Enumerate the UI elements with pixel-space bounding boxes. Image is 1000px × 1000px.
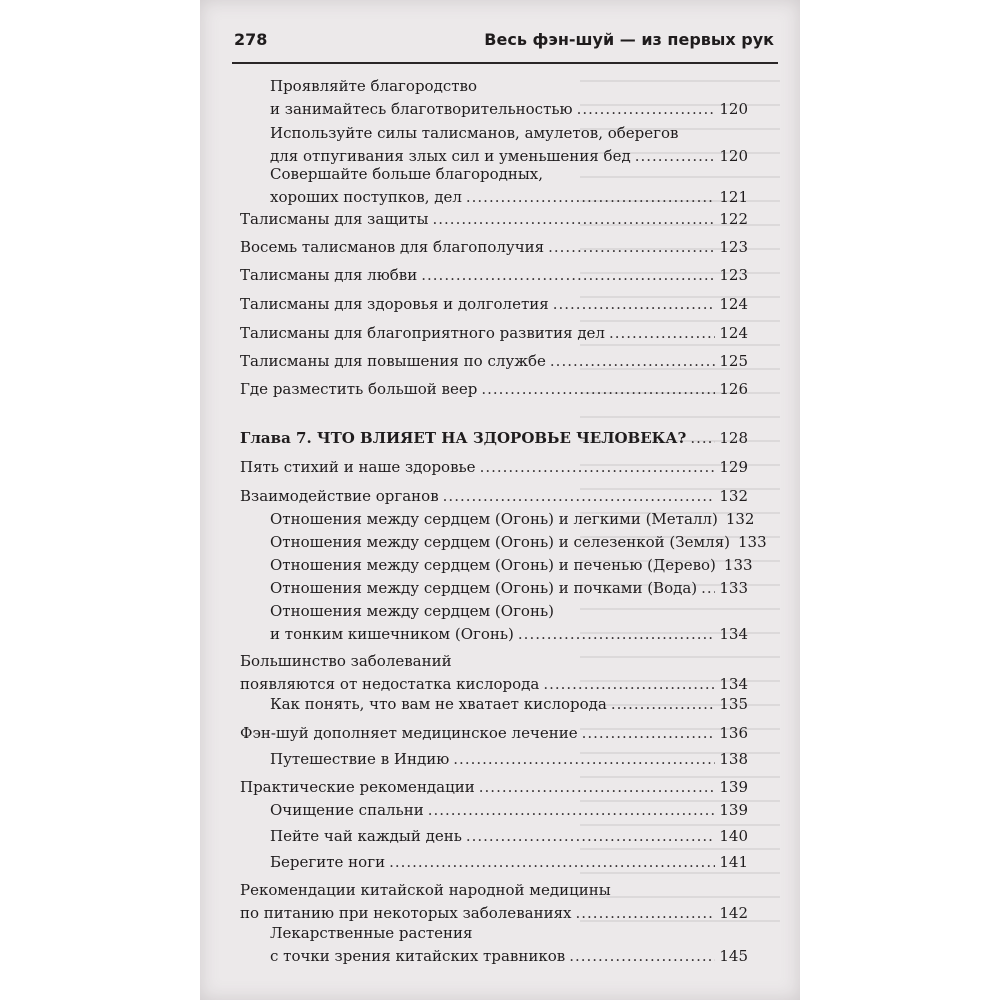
- leader-dots: [690, 427, 715, 450]
- toc-entry-label: Отношения между сердцем (Огонь) и печенью (Дерево): [270, 556, 716, 574]
- toc-entry-label: Пейте чай каждый день: [270, 827, 462, 845]
- toc-entry-label: и тонким кишечником (Огонь): [270, 625, 514, 643]
- toc-entry: [270, 922, 748, 968]
- header-rule: [232, 62, 778, 64]
- leader-dots: [548, 236, 715, 259]
- toc-entry-page: 139: [719, 801, 748, 819]
- toc-entry-page: 145: [719, 947, 748, 965]
- toc-entry-label: Взаимодействие органов: [240, 487, 439, 505]
- toc-entry-label: Талисманы для защиты: [240, 210, 429, 228]
- toc-entry-page: 135: [719, 695, 748, 713]
- toc-entry-line: Используйте силы талисманов, амулетов, оберегов: [270, 124, 679, 142]
- toc-entry-label: появляются от недостатка кислорода: [240, 675, 540, 693]
- toc-entry-page: 120: [719, 147, 748, 165]
- toc-entry: [240, 264, 748, 287]
- leader-dots: [443, 485, 716, 508]
- toc-entry: [240, 776, 748, 799]
- toc-entry-label: Отношения между сердцем (Огонь) и легкими (Металл): [270, 510, 718, 528]
- toc-entry: [240, 350, 748, 373]
- leader-dots: [518, 623, 715, 646]
- toc-entry-page: 123: [719, 266, 748, 284]
- leader-dots: [428, 799, 716, 822]
- toc-entry: [240, 322, 748, 345]
- leader-dots: [421, 264, 715, 287]
- toc-entry-line: Большинство заболеваний: [240, 652, 452, 670]
- leader-dots: [550, 350, 715, 373]
- toc-entry-page: 134: [719, 675, 748, 693]
- leader-dots: [481, 378, 715, 401]
- toc-entry: [240, 293, 748, 316]
- toc-entry-label: хороших поступков, дел: [270, 188, 462, 206]
- toc-entry-page: 133: [738, 533, 767, 551]
- toc-entry-line: Лекарственные растения: [270, 924, 473, 942]
- leader-dots: [577, 98, 716, 121]
- toc-entry: [240, 456, 748, 479]
- toc-entry: [240, 650, 748, 696]
- page-number: 278: [234, 30, 268, 49]
- toc-entry-page: 126: [719, 380, 748, 398]
- toc-entry: [270, 508, 755, 531]
- toc-entry-label: Где разместить большой веер: [240, 380, 478, 398]
- leader-dots: [569, 945, 715, 968]
- toc-entry-label: Отношения между сердцем (Огонь) и селезенкой (Земля): [270, 533, 731, 551]
- toc-entry-label: Талисманы для благоприятного развития дел: [240, 324, 605, 342]
- toc-entry: [270, 531, 767, 554]
- toc-entry: [240, 722, 748, 745]
- toc-entry-label: Очищение спальни: [270, 801, 424, 819]
- leader-dots: [433, 208, 716, 231]
- book-page: [200, 0, 800, 1000]
- leader-dots: [389, 851, 715, 874]
- toc-entry-label: Талисманы для здоровья и долголетия: [240, 295, 549, 313]
- toc-entry-label: Отношения между сердцем (Огонь) и почками (Вода): [270, 579, 698, 597]
- toc-entry: [270, 600, 748, 646]
- toc-entry: [270, 577, 748, 600]
- toc-entry-page: 139: [719, 778, 748, 796]
- leader-dots: [701, 577, 715, 600]
- leader-dots: [466, 186, 715, 209]
- toc-entry-page: 132: [725, 510, 755, 528]
- toc-entry-label: Пять стихий и наше здоровье: [240, 458, 476, 476]
- leader-dots: [553, 293, 716, 316]
- toc-entry: [270, 163, 748, 209]
- toc-entry-page: 121: [719, 188, 748, 206]
- toc-entry: [270, 799, 748, 822]
- toc-entry-page: 133: [719, 579, 748, 597]
- toc-entry-label: Берегите ноги: [270, 853, 386, 871]
- leader-dots: [582, 722, 716, 745]
- toc-entry-page: 140: [719, 827, 748, 845]
- toc-entry-page: 122: [719, 210, 748, 228]
- toc-entry-label: и занимайтесь благотворительностью: [270, 100, 573, 118]
- leader-dots: [453, 748, 715, 771]
- toc-entry: [270, 748, 748, 771]
- toc-entry-label: с точки зрения китайских травников: [270, 947, 566, 965]
- toc-entry-line: Совершайте больше благородных,: [270, 165, 544, 183]
- toc-entry-label: Фэн-шуй дополняет медицинское лечение: [240, 724, 578, 742]
- toc-entry: [240, 378, 748, 401]
- toc-entry-page: 132: [719, 487, 748, 505]
- toc-entry-page: 124: [719, 324, 748, 342]
- toc-entry: [270, 693, 748, 716]
- toc-entry: [240, 879, 748, 925]
- toc-entry-label: по питанию при некоторых заболеваниях: [240, 904, 572, 922]
- toc-entry-page: 136: [719, 724, 748, 742]
- toc-entry: [270, 122, 748, 168]
- running-title: Весь фэн-шуй — из первых рук: [484, 30, 774, 49]
- leader-dots: [609, 322, 715, 345]
- leader-dots: [611, 693, 716, 716]
- toc-chapter-entry: [240, 427, 748, 450]
- toc-entry-page: 120: [719, 100, 748, 118]
- toc-entry-page: 141: [719, 853, 748, 871]
- toc-entry-page: 128: [719, 429, 748, 447]
- leader-dots: [479, 776, 716, 799]
- toc-entry-page: 129: [719, 458, 748, 476]
- toc-entry-label: Талисманы для повышения по службе: [240, 352, 546, 370]
- toc-entry: [240, 236, 748, 259]
- toc-entry-line: Рекомендации китайской народной медицины: [240, 881, 611, 899]
- toc-entry: [270, 75, 748, 121]
- toc-entry: [270, 825, 748, 848]
- toc-entry: [270, 851, 748, 874]
- toc-entry-page: 123: [719, 238, 748, 256]
- toc-entry: [240, 208, 748, 231]
- toc-entry-label: Талисманы для любви: [240, 266, 418, 284]
- toc-entry-line: Отношения между сердцем (Огонь): [270, 602, 554, 620]
- toc-entry-page: 138: [719, 750, 748, 768]
- toc-entry-page: 133: [723, 556, 753, 574]
- toc-entry-label: Практические рекомендации: [240, 778, 475, 796]
- toc-entry-line: Проявляйте благородство: [270, 77, 477, 95]
- leader-dots: [466, 825, 716, 848]
- leader-dots: [480, 456, 716, 479]
- toc-chapter-label: Глава 7. ЧТО ВЛИЯЕТ НА ЗДОРОВЬЕ ЧЕЛОВЕКА?: [240, 429, 687, 447]
- toc-entry-label: Путешествие в Индию: [270, 750, 450, 768]
- toc-entry-label: Восемь талисманов для благополучия: [240, 238, 545, 256]
- toc-entry-label: для отпугивания злых сил и уменьшения бед: [270, 147, 631, 165]
- toc-entry-page: 124: [719, 295, 748, 313]
- toc-entry: [270, 554, 753, 577]
- toc-entry-page: 142: [719, 904, 748, 922]
- toc-entry: [240, 485, 748, 508]
- toc-entry-label: Как понять, что вам не хватает кислорода: [270, 695, 607, 713]
- toc-entry-page: 134: [719, 625, 748, 643]
- toc-entry-page: 125: [719, 352, 748, 370]
